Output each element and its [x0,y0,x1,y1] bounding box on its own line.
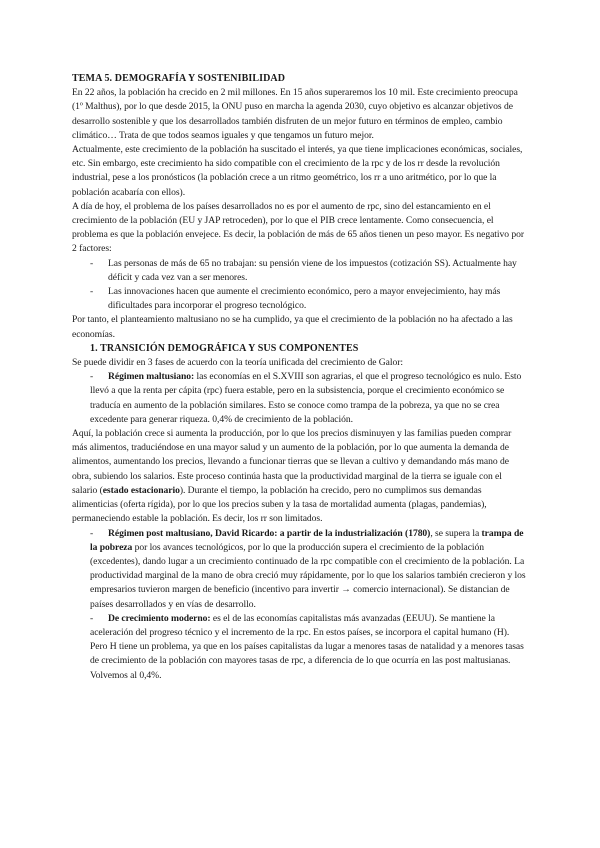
regime-label: Régimen maltusiano: [108,371,195,383]
section-heading: 1. TRANSICIÓN DEMOGRÁFICA Y SUS COMPONENTES [90,342,359,354]
list-item: - Las personas de más de 65 no trabajan: su pensión viene de los impuestos (cotización SS). Actualmente hay déficit y cada vez van a ser menores. [72,257,528,285]
paragraph-aging: A día de hoy, el problema de los países desarrollados no es por el aumento de rpc, sino del estancamiento en el crecimiento de la población (EU y JAP retroceden), por lo que el PIB crece lentamente. Como consecuencia, el problema es que la población envejece. Es decir, la población de más de 65 años tienen un peso mayor. Es negativo por 2 factores: [72,200,524,255]
regime-text: por los avances tecnológicos, por lo que la producción supera el crecimiento de la población (excedentes), dando lugar a un crecimiento continuado de la rpc compatible con el crecimiento de la población. La productividad marginal de la mano de obra creció muy rápidamente, por lo que los salarios también crecieron y los empresarios tuvieron margen de beneficio (incentivo para invertir → comercio internacional). Se distancian de países desarrollados y en vías de desarrollo. [90,541,526,610]
detail-text: Aquí, la población crece si aumenta la producción, por lo que los precios disminuyen y las familias pueden comprar más alimentos, traduciéndose en una mayor salud y un aumento de la población, por lo que aumenta la demanda de alimentos, aumentando los precios, llevando a funcionar tierras que se llevan a cultivo y demandando más mano de obra, subiendo los salarios. Este proceso continúa hasta que la productividad marginal de la tierra se iguale con el salario ( [72,428,512,496]
regime-maltusian [72,370,528,427]
paragraph-maltusian-detail [72,427,528,526]
regime-text: es el de las economías capitalistas más avanzadas (EEUU). Se mantiene la aceleración del progreso técnico y el incremento de la rpc. En estos países, se incorpora el capital humano (H). Pero H tiene un problema, ya que en los países capitalistas da lugar a menores tasas de natalidad y a menores tasas de crecimiento de la población con mayores tasas de rpc, a diferencia de lo que ocurría en las post maltusianas. Volvemos al 0,4%. [90,612,524,681]
document-body [72,72,528,683]
regime-post-maltusian [72,527,528,612]
page-title: TEMA 5. DEMOGRAFÍA Y SOSTENIBILIDAD [72,73,286,84]
regime-text: , se supera la [430,527,482,539]
regime-label: Régimen post maltusiano, David Ricardo: a partir de la industrialización (1780) [108,527,431,539]
regime-modern [72,612,528,683]
regime-text: las economías en el S.XVIII son agrarias, el que el progreso tecnológico es nulo. Esto llevó a que la renta per cápita (rpc) fuera estable, pero en la subsistencia, porque el crecimiento económico se traducía en aumento de la población similares. Esto se conoce como trampa de la pobreza, ya que no se crea excedente para generar riqueza. 0,4% de crecimiento de la población. [90,371,522,425]
paragraph-phases: Se puede dividir en 3 fases de acuerdo con la teoría unificada del crecimiento de Galor: [72,357,403,369]
regime-label: De crecimiento moderno: [108,612,211,624]
paragraph-intro: En 22 años, la población ha crecido en 2 mil millones. En 15 años superaremos los 10 mil. Este crecimiento preocupa (1º Malthus), por lo que desde 2015, la ONU puso en marcha la agenda 2030, cuyo objetivo es alcanzar objetivos de desarrollo sostenible y que los desarrollados también disfruten de un mejor futuro en términos de empleo, cambio climático… Trata de que todos seamos iguales y que tengamos un futuro mejor. [72,87,518,141]
detail-bold: estado estacionario [102,484,180,496]
list-item: - Las innovaciones hacen que aumente el crecimiento económico, pero a mayor envejecimiento, hay más dificultades para incorporar el progreso tecnológico. [72,285,528,313]
paragraph-conclusion: Por tanto, el planteamiento maltusiano no se ha cumplido, ya que el crecimiento de la población no ha afectado a las economías. [72,314,513,340]
factor-list [72,257,528,314]
regime-bold: trampa de la pobreza [90,527,524,553]
detail-text: ). Durante el tiempo, la población ha crecido, pero no cumplimos sus demandas alimenticias (oferta rígida), por lo que los precios suben y la tasa de mortalidad aumenta (plagas, pandemias), permaneciendo estable la población. Es decir, los rr son limitados. [72,484,487,525]
paragraph-growth: Actualmente, este crecimiento de la población ha suscitado el interés, ya que tiene implicaciones económicas, sociales, etc. Sin embargo, este crecimiento ha sido compatible con el crecimiento de la rpc y de los rr desde la revolución industrial, pese a los pronósticos (la población crece a un ritmo geométrico, los rr a uno aritmético, por lo que la población acabaría con ellos). [72,144,523,198]
